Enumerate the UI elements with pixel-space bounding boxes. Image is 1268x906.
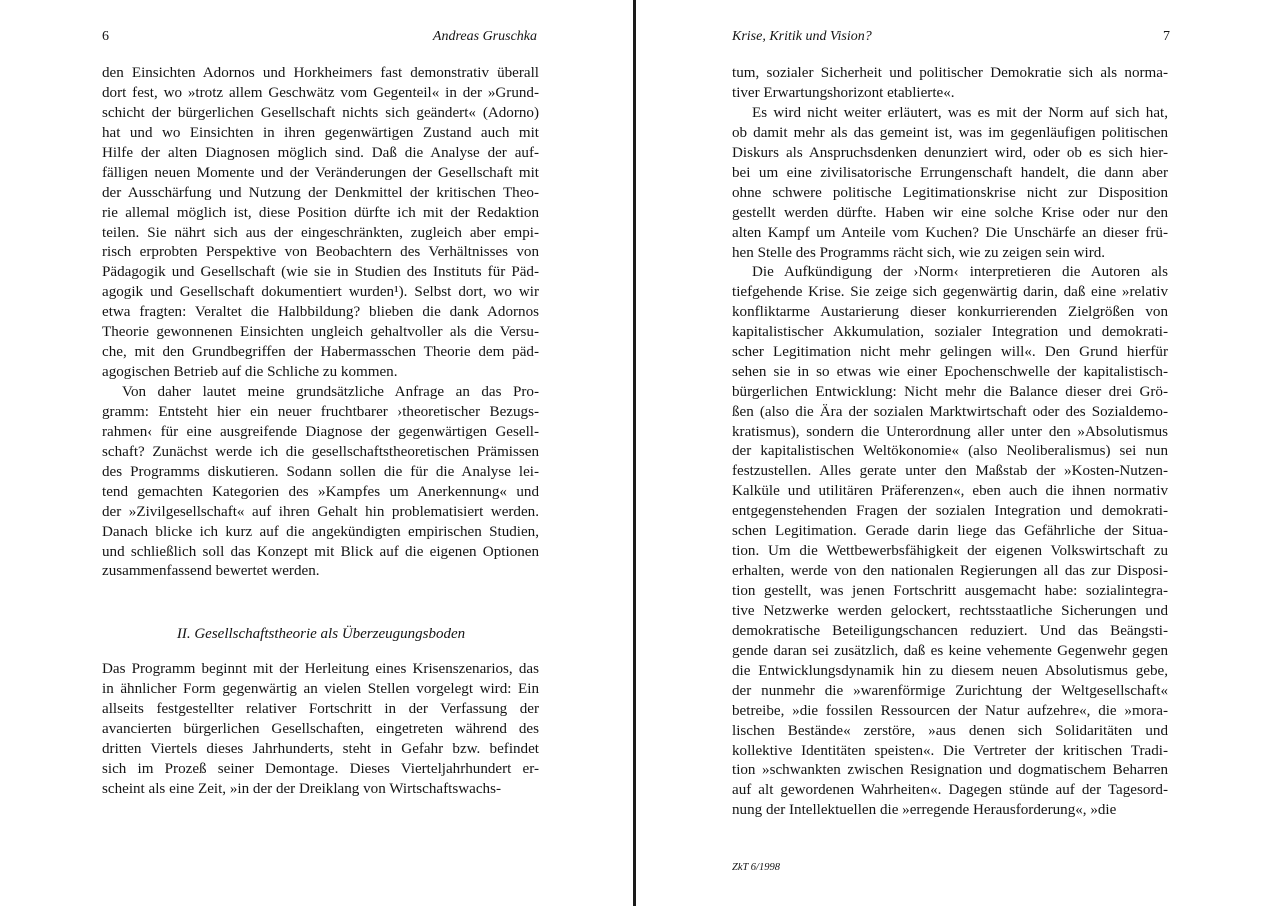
text-line: gramm: Entsteht hier ein neuer fruchtbarer ›theoretischer Bezugs- <box>102 403 539 420</box>
text-line: etwa fragten: Veraltet die Halbbildung? blieben die dank Adornos <box>102 304 539 321</box>
text-line: erhalten, werde von den nationalen Regierungen all das zur Disposi- <box>732 563 1168 580</box>
text-line: sich im Prozeß seiner Demontage. Dieses Vierteljahrhundert er- <box>102 760 539 777</box>
text-line: Von daher lautet meine grundsätzliche Anfrage an das Pro- <box>122 384 539 400</box>
text-line: scher Legitimation nicht mehr gelingen will«. Den Grund hierfür <box>732 343 1168 360</box>
text-line: teilen. Sie nährt sich aus der eingeschränkten, zugleich aber empi- <box>102 224 539 241</box>
text-line: dort fest, wo »trotz allem Geschwätz vom Gegenteil« in der »Grund- <box>102 84 539 101</box>
text-line: avancierten bürgerlichen Gesellschaften, eingetreten während des <box>102 720 539 737</box>
paragraph <box>102 383 539 582</box>
left-page <box>0 0 633 906</box>
text-line: der nunmehr die »warenförmige Zurichtung der Weltgesellschaft« <box>732 682 1168 699</box>
paragraph <box>732 263 1168 821</box>
text-line: Hilfe der alten Diagnosen möglich sind. Daß die Analyse der auf- <box>102 144 539 161</box>
text-line: dritten Viertels dieses Jahrhunderts, steht in Gefahr bzw. befindet <box>102 740 539 757</box>
text-line: tiefgehende Krise. Sie zeige sich gegenwärtig darin, daß eine »relativ <box>732 283 1168 300</box>
page-divider <box>633 0 636 906</box>
text-line: und schließlich soll das Konzept mit Blick auf die eigenen Optionen <box>102 543 539 560</box>
text-line: tion »schwankten zwischen Resignation und dogmatischem Beharren <box>732 762 1168 779</box>
text-line: agogischen Betrieb auf die Schliche zu kommen. <box>102 364 398 381</box>
paragraph <box>102 660 539 800</box>
paragraph <box>732 64 1168 104</box>
text-line: sehen sie in so etwas wie einer Epochenschwelle der kapitalistisch- <box>732 363 1168 380</box>
text-line: die Entwicklungsdynamik hin zu diesem neuen Absolutismus gebe, <box>732 662 1168 679</box>
text-line: der Ausschärfung und Nutzung der Denkmittel der kritischen Theo- <box>102 184 539 201</box>
text-line: Das Programm beginnt mit der Herleitung eines Krisenszenarios, das <box>102 661 539 677</box>
text-line: hen Stelle des Programms rächt sich, wie zu zeigen sein wird. <box>732 244 1106 261</box>
text-line: entgegenstehenden Fragen der sozialen Integration und demokrati- <box>732 503 1168 520</box>
text-line: konfliktarme Austarierung dieser konkurrierenden Zielgrößen von <box>732 303 1168 320</box>
text-line: scheint als eine Zeit, »in der der Dreiklang von Wirtschaftswachs- <box>102 780 501 797</box>
text-line: fälligen neuen Momente und der Veränderungen der Gesellschaft mit <box>102 164 539 181</box>
text-line: auf alt gewordenen Wahrheiten«. Dagegen stünde auf der Tagesord- <box>732 782 1168 799</box>
text-line: risch erprobten Perspektive von Beobachtern des Verhältnisses von <box>102 244 539 261</box>
text-line: der kapitalistischen Weltökonomie« (also Neoliberalismus) sei nun <box>732 443 1168 460</box>
text-line: schaft? Zunächst werde ich die gesellschaftstheoretischen Prämissen <box>102 443 539 460</box>
text-line: alten Kampf um Anteile vom Kuchen? Die Unschärfe an dieser frü- <box>732 224 1168 241</box>
text-line: che, mit den Grundbegriffen der Habermasschen Theorie dem päd- <box>102 344 539 361</box>
text-line: demokratische Beteiligungschancen reduziert. Und das Beängsti- <box>732 622 1168 639</box>
text-line: der »Zivilgesellschaft« auf ihren Gehalt hin problematisiert werden. <box>102 503 539 520</box>
text-line: kollektive Identitäten speisten«. Die Vertreter der kritischen Tradi- <box>732 742 1168 759</box>
text-line: tum, sozialer Sicherheit und politischer Demokratie sich als norma- <box>732 65 1168 81</box>
text-line: nung der Intellektuellen die »erregende Herausforderung«, »die <box>732 802 1117 819</box>
text-line: tive Netzwerke werden gelockert, rechtsstaatliche Sicherungen und <box>732 602 1168 619</box>
footer: ZkT 6/1998 <box>732 862 780 873</box>
text-line: kratismus), sondern die Unterordnung aller unter den »Absolutismus <box>732 423 1168 440</box>
section-heading: II. Gesellschaftstheorie als Überzeugungsboden <box>176 626 466 642</box>
page-number: 6 <box>102 29 109 44</box>
text-line: bei um eine zivilisatorische Errungenschaft handelt, die dann aber <box>732 164 1168 181</box>
text-line: Es wird nicht weiter erläutert, was es mit der Norm auf sich hat, <box>752 105 1168 121</box>
text-line: bürgerlichen Entwicklung: Nicht mehr die Balance dieser drei Grö- <box>732 383 1168 400</box>
text-line: kapitalistischer Akkumulation, sozialer Integration und demokrati- <box>732 323 1168 340</box>
text-line: betreibe, »die fossilen Ressourcen der Natur aufzehre«, die »mora- <box>732 702 1168 719</box>
text-line: Danach blicke ich kurz auf die angekündigten empirischen Studien, <box>102 523 539 540</box>
text-line: des Programms diskutieren. Sodann sollen die für die Analyse lei- <box>102 463 539 480</box>
text-line: rahmen‹ für eine ausgreifende Diagnose der gegenwärtigen Gesell- <box>102 423 539 440</box>
text-line: den Einsichten Adornos und Horkheimers fast demonstrativ überall <box>102 65 539 81</box>
running-head: Andreas Gruschka <box>432 29 537 44</box>
text-line: agogik und Gesellschaft dokumentiert wurden¹). Selbst dort, wo wir <box>102 284 539 301</box>
text-line: tiver Erwartungshorizont etablierte«. <box>732 84 955 101</box>
running-head: Krise, Kritik und Vision? <box>732 29 872 44</box>
text-line: Theorie gewonnenen Einsichten ungleich gehaltvoller als die Versu- <box>102 324 539 341</box>
text-line: Die Aufkündigung der ›Norm‹ interpretieren die Autoren als <box>752 264 1168 280</box>
paragraph <box>732 104 1168 264</box>
text-line: gende daran sei zusätzlich, daß es keine vehemente Gegenwehr gegen <box>732 642 1168 659</box>
text-line: festzustellen. Alles gerate unter den Maßstab der »Kosten-Nutzen- <box>732 463 1168 480</box>
right-page <box>637 0 1268 906</box>
text-line: allseits festgestellter relativer Fortschritt in der Verfassung der <box>102 700 539 717</box>
text-line: gestellt werden dürfte. Haben wir eine solche Krise oder nur den <box>732 204 1168 221</box>
text-line: Kalküle und utilitären Präferenzen«, eben auch die ihnen normativ <box>732 483 1168 500</box>
text-line: tion gestellt, was jenen Fortschritt ausgemacht habe: sozialintegra- <box>732 583 1168 599</box>
text-line: ohne schwere politische Legitimationskrise nicht zur Disposition <box>732 184 1168 201</box>
text-line: hat und wo Einsichten in ihren gegenwärtigen Zustand auch mit <box>102 124 539 141</box>
page-number: 7 <box>1163 29 1170 44</box>
text-line: lischen Bestände« zerstöre, »aus denen sich Solidaritäten und <box>732 722 1168 739</box>
text-line: tion. Um die Wettbewerbsfähigkeit der eigenen Volkswirtschaft zu <box>732 543 1168 560</box>
text-line: schicht der bürgerlichen Gesellschaft nichts sich geändert« (Adorno) <box>102 104 539 121</box>
text-line: zusammenfassend bewertet werden. <box>102 563 320 580</box>
text-line: ßen (also die Ära der sozialen Marktwirtschaft oder des Sozialdemo- <box>732 403 1168 420</box>
text-line: Pädagogik und Gesellschaft (wie sie in Studien des Instituts für Päd- <box>102 264 539 281</box>
text-line: schen Legitimation. Gerade darin liege das Gefährliche der Situa- <box>732 523 1168 540</box>
text-line: tend gemachten Kategorien des »Kampfes um Anerkennung« und <box>102 483 539 500</box>
text-line: ob damit mehr als das gemeint ist, was im gegenläufigen politischen <box>732 124 1168 141</box>
paragraph <box>102 64 539 383</box>
text-line: Diskurs als Anspruchsdenken denunziert wird, oder ob es sich hier- <box>732 144 1168 161</box>
text-line: rie allemal möglich ist, diese Position dürfte ich mit der Redaktion <box>102 204 539 221</box>
text-line: in ähnlicher Form gegenwärtig an vielen Stellen vorgelegt wird: Ein <box>102 680 539 697</box>
